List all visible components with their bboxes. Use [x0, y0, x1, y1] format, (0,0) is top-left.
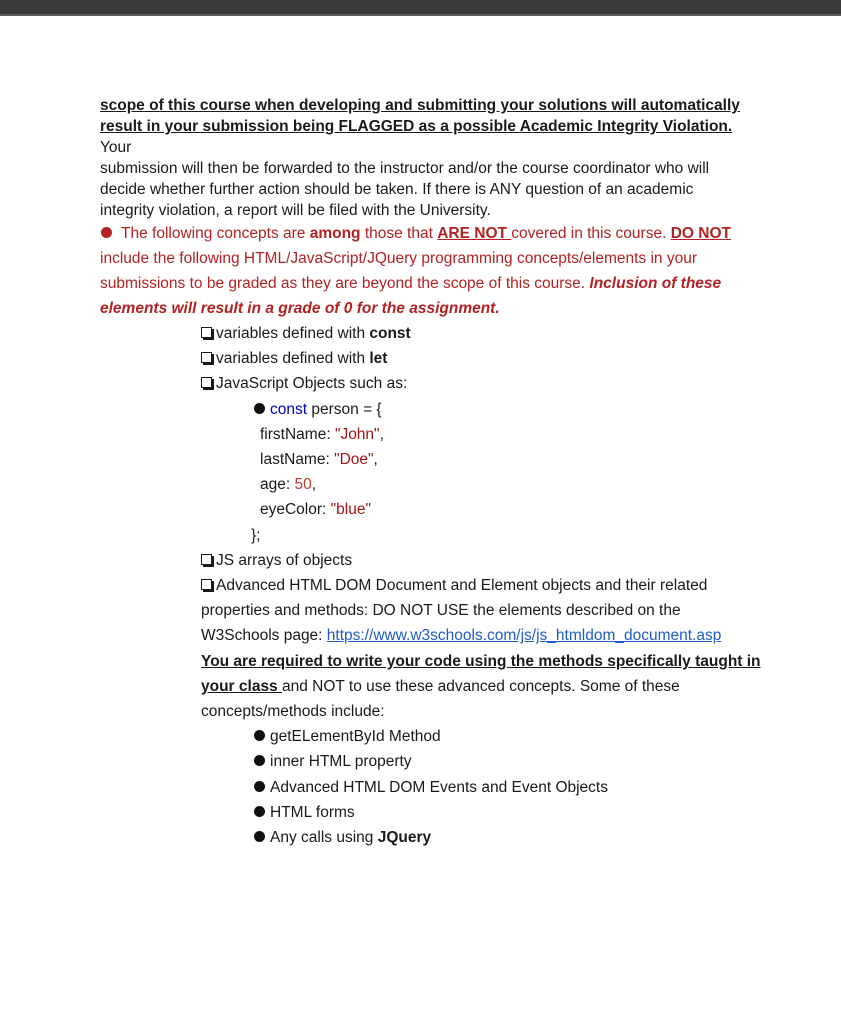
- item-let-keyword: let: [369, 350, 388, 368]
- item-advanced-2: [100, 598, 760, 623]
- intro-line-5: integrity violation, a report will be filed with the University.: [100, 202, 491, 219]
- code-string: "John": [334, 425, 380, 443]
- item-advanced-1: [100, 573, 760, 598]
- w3schools-link[interactable]: https://www.w3schools.com/js/js_htmldom_document.asp: [326, 627, 722, 645]
- required-text-1: You are required to write your code using the methods specifically taught in: [201, 652, 761, 670]
- code-key: lastName:: [260, 451, 335, 469]
- method-item: [100, 775, 760, 800]
- jquery-keyword: JQuery: [377, 829, 432, 847]
- item-arrays: [100, 548, 760, 573]
- required-line-1: [100, 649, 760, 674]
- item-arrays-text: JS arrays of objects: [216, 551, 353, 569]
- bullet-icon: [254, 781, 265, 792]
- code-comma: ,: [311, 476, 317, 494]
- item-advanced-3: [100, 623, 760, 648]
- intro-paragraph: [100, 95, 760, 221]
- item-const-text: variables defined with: [216, 325, 370, 342]
- method-text: HTML forms: [270, 803, 355, 821]
- item-objects: [100, 371, 760, 396]
- code-line-5: [100, 497, 760, 522]
- checkbox-icon: [201, 579, 212, 590]
- warning-text-3: covered in this course.: [511, 225, 671, 242]
- warning-text-4: include the following HTML/JavaScript/JQuery programming concepts/elements in your submissions to be graded as they are beyond the scope of this course.: [100, 250, 698, 292]
- concepts-text: concepts/methods include:: [201, 703, 385, 721]
- required-tail: and NOT to use these advanced concepts. Some of these: [282, 677, 680, 695]
- red-bullet-icon: [101, 227, 112, 238]
- checkbox-icon: [201, 377, 212, 388]
- item-const: [100, 321, 760, 346]
- code-line-2: [100, 422, 760, 447]
- code-key: age:: [260, 476, 295, 494]
- method-item: [100, 749, 760, 774]
- bullet-icon: [254, 403, 265, 414]
- method-text: Any calls using: [270, 829, 378, 847]
- method-item-jquery: [100, 825, 760, 850]
- code-comma: ,: [379, 425, 384, 443]
- required-text-2: your class: [201, 677, 282, 695]
- code-key: firstName:: [260, 425, 335, 443]
- item-advanced-text-3: W3Schools page:: [201, 627, 327, 645]
- method-text: getELementById Method: [270, 728, 441, 746]
- checkbox-icon: [201, 554, 212, 565]
- concepts-line: [100, 699, 760, 724]
- item-let: [100, 346, 760, 371]
- warning-text-2: those that: [360, 225, 438, 242]
- code-line-6: [100, 523, 760, 548]
- warning-among: among: [309, 225, 361, 242]
- code-comma: ,: [373, 451, 378, 469]
- item-advanced-text-2: properties and methods: DO NOT USE the elements described on the: [201, 602, 681, 620]
- window-top-bar: [0, 0, 841, 16]
- intro-bold-line-1: scope of this course when developing and submitting your solutions will automatically: [100, 97, 740, 114]
- intro-line-4: decide whether further action should be taken. If there is ANY question of an academic: [100, 181, 694, 198]
- code-const-keyword: const: [270, 400, 308, 418]
- intro-line-3: submission will then be forwarded to the instructor and/or the course coordinator who will: [100, 160, 710, 177]
- code-line-4: [100, 472, 760, 497]
- code-number: 50: [294, 476, 312, 494]
- warning-are-not: ARE NOT: [437, 225, 512, 242]
- item-let-text: variables defined with: [216, 350, 370, 368]
- code-string: "blue": [330, 501, 371, 519]
- method-text: Advanced HTML DOM Events and Event Objects: [270, 778, 608, 796]
- document-page: [100, 95, 760, 850]
- checkbox-icon: [201, 352, 212, 363]
- item-const-keyword: const: [369, 325, 411, 342]
- bullet-icon: [254, 831, 265, 842]
- code-close: };: [251, 526, 261, 544]
- intro-bold-line-2: result in your submission being FLAGGED as a possible Academic Integrity Violation.: [100, 118, 733, 135]
- method-text: inner HTML property: [270, 753, 412, 771]
- method-item: [100, 800, 760, 825]
- warning-do-not: DO NOT: [670, 225, 731, 242]
- bullet-icon: [254, 755, 265, 766]
- warning-text-1: The following concepts are: [121, 225, 310, 242]
- warning-paragraph: [100, 221, 760, 321]
- required-line-2: [100, 674, 760, 699]
- code-key: eyeColor:: [260, 501, 331, 519]
- bullet-icon: [254, 730, 265, 741]
- method-item: [100, 724, 760, 749]
- code-string: "Doe": [334, 451, 374, 469]
- intro-tail: Your: [100, 139, 132, 156]
- item-advanced-text-1: Advanced HTML DOM Document and Element objects and their related: [216, 577, 708, 595]
- warning-emphasis: Inclusion of these elements will result in a grade of 0 for the assignment.: [100, 275, 722, 317]
- bullet-icon: [254, 806, 265, 817]
- code-line-3: [100, 447, 760, 472]
- code-person-decl: person = {: [307, 400, 382, 418]
- checkbox-icon: [201, 327, 212, 338]
- code-line-1: [100, 397, 760, 422]
- item-objects-text: JavaScript Objects such as:: [216, 375, 408, 393]
